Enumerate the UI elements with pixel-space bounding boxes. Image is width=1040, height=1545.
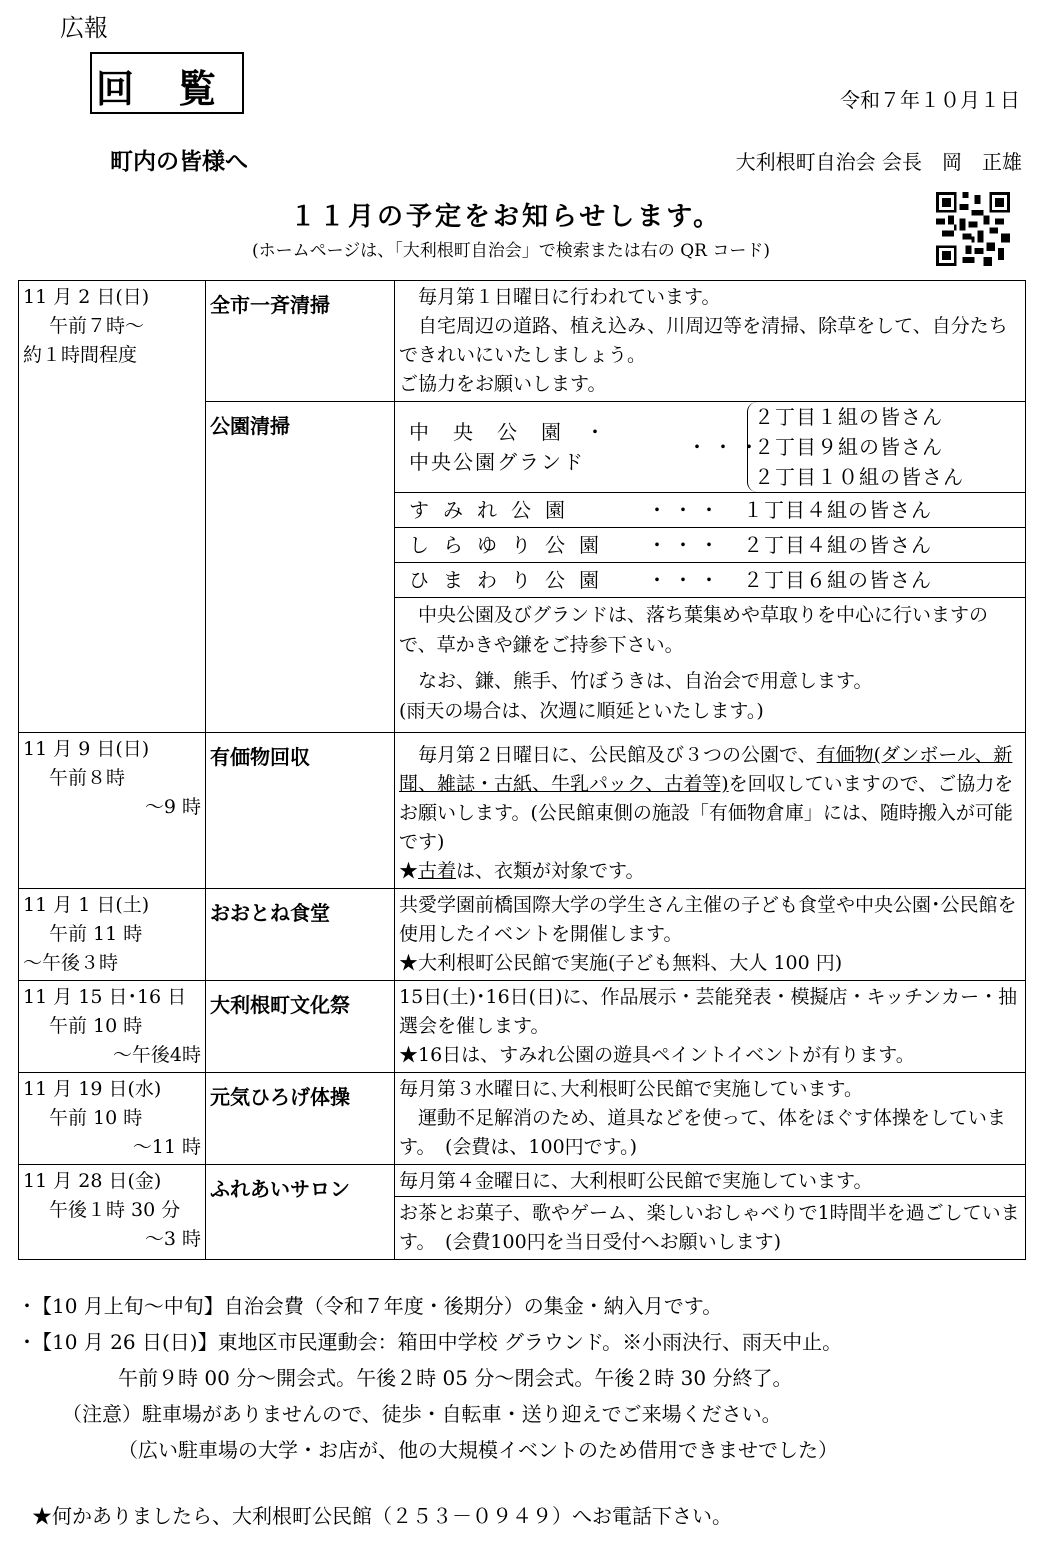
event-time: 午前 10 時 — [49, 1107, 143, 1129]
park-name: 中央公園グランド — [409, 450, 585, 474]
notice-parking: （注意）駐車場がありませんので、徒歩・自転車・送り迎えでご来場ください。 — [62, 1402, 782, 1426]
notice-sports-time: 午前９時 00 分～開会式。午後２時 05 分～閉会式。午後２時 30 分終了。 — [118, 1366, 793, 1390]
description-cell — [395, 281, 1026, 402]
homepage-note: (ホームページは、「大利根町自治会」で検索または右の QR コード) — [252, 241, 770, 261]
event-name: 大利根町文化祭 — [206, 981, 395, 1073]
event-date: 11 月 2 日(日) — [23, 286, 150, 308]
park-row — [395, 527, 1025, 562]
group-name: ２丁目４組の皆さん — [743, 533, 932, 557]
event-time: ～3 時 — [144, 1228, 201, 1250]
description-text: ご協力をお願いします。 — [399, 373, 607, 395]
description-text: 毎月第２日曜日に、公民館及び３つの公園で、有価物(ダンボール、新聞、雑誌・古紙、牛乳パック、古着等)を回収していますので、ご協力をお願いします。(公民館東側の施設「有価物倉庫」には、随時搬入が可能です) — [399, 744, 1014, 853]
dots: ・・・ — [647, 568, 725, 592]
event-name: おおとね食堂 — [206, 889, 395, 981]
description-text: 運動不足解消のため、道具などを使って、体をほぐす体操をしています。 (会費は、100円です。) — [399, 1107, 1006, 1158]
event-time: ～9 時 — [144, 796, 201, 818]
park-name: すみれ公園 — [409, 498, 579, 522]
park-name: ひまわり公園 — [409, 568, 613, 592]
dots: ・・・ — [687, 435, 765, 459]
event-time: 午後１時 30 分 — [49, 1199, 181, 1221]
event-name: 全市一斉清掃 — [206, 281, 395, 402]
description-text: 中央公園及びグランドは、落ち葉集めや草取りを中心に行いますので、草かきや鎌をご持参下さい。 — [399, 604, 989, 656]
park-name: しらゆり公園 — [409, 533, 613, 557]
date-cell — [19, 281, 206, 733]
description-text: 15日(土)･16日(日)に、作品展示・芸能発表・模擬店・キッチンカー・抽選会を催します。 — [399, 986, 1018, 1037]
description-text: 自宅周辺の道路、植え込み、川周辺等を清掃、除草をして、自分たちできれいにいたしましょう。 — [399, 315, 1008, 366]
event-name: 元気ひろげ体操 — [206, 1073, 395, 1165]
date-cell — [19, 1073, 206, 1165]
description-cell — [395, 733, 1026, 889]
table-row — [19, 1073, 1026, 1165]
description-cell — [395, 889, 1026, 981]
park-name: 中 央 公 園 ・ — [409, 420, 607, 444]
dots: ・・・ — [647, 533, 725, 557]
group-name: ２丁目１組の皆さん — [754, 405, 943, 429]
notice-sports-day: ･【10 月 26 日(日)】東地区市民運動会：箱田中学校 グラウンド。※小雨決行、雨天中止。 — [22, 1330, 843, 1354]
group-name: ２丁目６組の皆さん — [743, 568, 932, 592]
date-cell — [19, 733, 206, 889]
notice-parking-note: （広い駐車場の大学・お店が、他の大規模イベントのため借用できませでした） — [118, 1438, 838, 1462]
qr-code-icon — [936, 192, 1010, 266]
event-time: 午前 10 時 — [49, 1015, 143, 1037]
description-text: ★大利根町公民館で実施(子ども無料、大人 100 円) — [399, 952, 843, 974]
description-text: 共愛学園前橋国際大学の学生さん主催の子ども食堂や中央公園･公民館を使用したイベントを開催します。 — [399, 894, 1017, 945]
schedule-table — [18, 280, 1026, 1260]
description-text: ★古着は、衣類が対象です。 — [399, 860, 645, 882]
park-row — [395, 492, 1025, 527]
table-row — [19, 981, 1026, 1073]
event-date: 11 月 28 日(金) — [23, 1170, 162, 1192]
issue-date: 令和７年１０月１日 — [840, 88, 1020, 112]
description-cell — [395, 1073, 1026, 1165]
event-date: 11 月 15 日･16 日 — [23, 986, 187, 1008]
event-name: 公園清掃 — [206, 402, 395, 733]
dots: ・・・ — [647, 498, 725, 522]
date-cell — [19, 889, 206, 981]
event-time: 午前７時～ — [49, 315, 145, 337]
event-date: 11 月 19 日(水) — [23, 1078, 162, 1100]
group-name: ２丁目９組の皆さん — [754, 435, 943, 459]
event-name: ふれあいサロン — [206, 1165, 395, 1260]
description-text: なお、鎌、熊手、竹ぼうきは、自治会で用意します。 — [418, 670, 873, 692]
description-cell — [395, 1165, 1026, 1260]
park-row — [395, 562, 1025, 597]
description-text: お茶とお菓子、歌やゲーム、楽しいおしゃべりで1時間半を過ごしています。 (会費100円を当日受付へお願いします) — [395, 1196, 1025, 1259]
kairan-title: 回覧 — [96, 66, 261, 111]
event-duration: 約１時間程度 — [23, 344, 138, 366]
table-row — [19, 281, 1026, 402]
description-text: 毎月第３水曜日に､大利根町公民館で実施しています。 — [399, 1078, 863, 1100]
date-cell — [19, 1165, 206, 1260]
event-time: 午前８時 — [49, 767, 126, 789]
event-date: 11 月 1 日(土) — [23, 894, 150, 916]
event-time: 午前 11 時 — [49, 923, 143, 945]
notice-fee: ･【10 月上旬～中旬】自治会費（令和７年度・後期分）の集金・納入月です。 — [22, 1294, 723, 1318]
description-text: (雨天の場合は、次週に順延といたします。) — [399, 700, 764, 722]
event-name: 有価物回収 — [206, 733, 395, 889]
description-cell — [395, 402, 1026, 733]
event-time: ～午後4時 — [112, 1044, 201, 1066]
group-name: １丁目４組の皆さん — [743, 498, 932, 522]
description-text: ★16日は、すみれ公園の遊具ペイントイベントが有ります。 — [399, 1044, 915, 1066]
description-cell — [395, 981, 1026, 1073]
table-row — [19, 1165, 1026, 1260]
group-name: ２丁目１０組の皆さん — [754, 465, 964, 489]
description-text: 毎月第４金曜日に、大利根町公民館で実施しています。 — [399, 1170, 873, 1192]
event-time: ～午後３時 — [23, 952, 119, 974]
contact-line: ★何かありましたら、大利根町公民館（２５３－０９４９）へお電話下さい。 — [32, 1504, 732, 1528]
table-row — [19, 889, 1026, 981]
event-date: 11 月 9 日(日) — [23, 738, 150, 760]
event-time: ～11 時 — [132, 1136, 201, 1158]
page-title: １１月の予定をお知らせします。 — [290, 202, 723, 232]
kouhou-label: 広報 — [60, 14, 108, 42]
table-row — [19, 733, 1026, 889]
greeting: 町内の皆様へ — [110, 148, 248, 175]
date-cell — [19, 981, 206, 1073]
description-text: 毎月第１日曜日に行われています。 — [418, 286, 721, 308]
author: 大利根町自治会 会長 岡 正雄 — [735, 150, 1022, 174]
